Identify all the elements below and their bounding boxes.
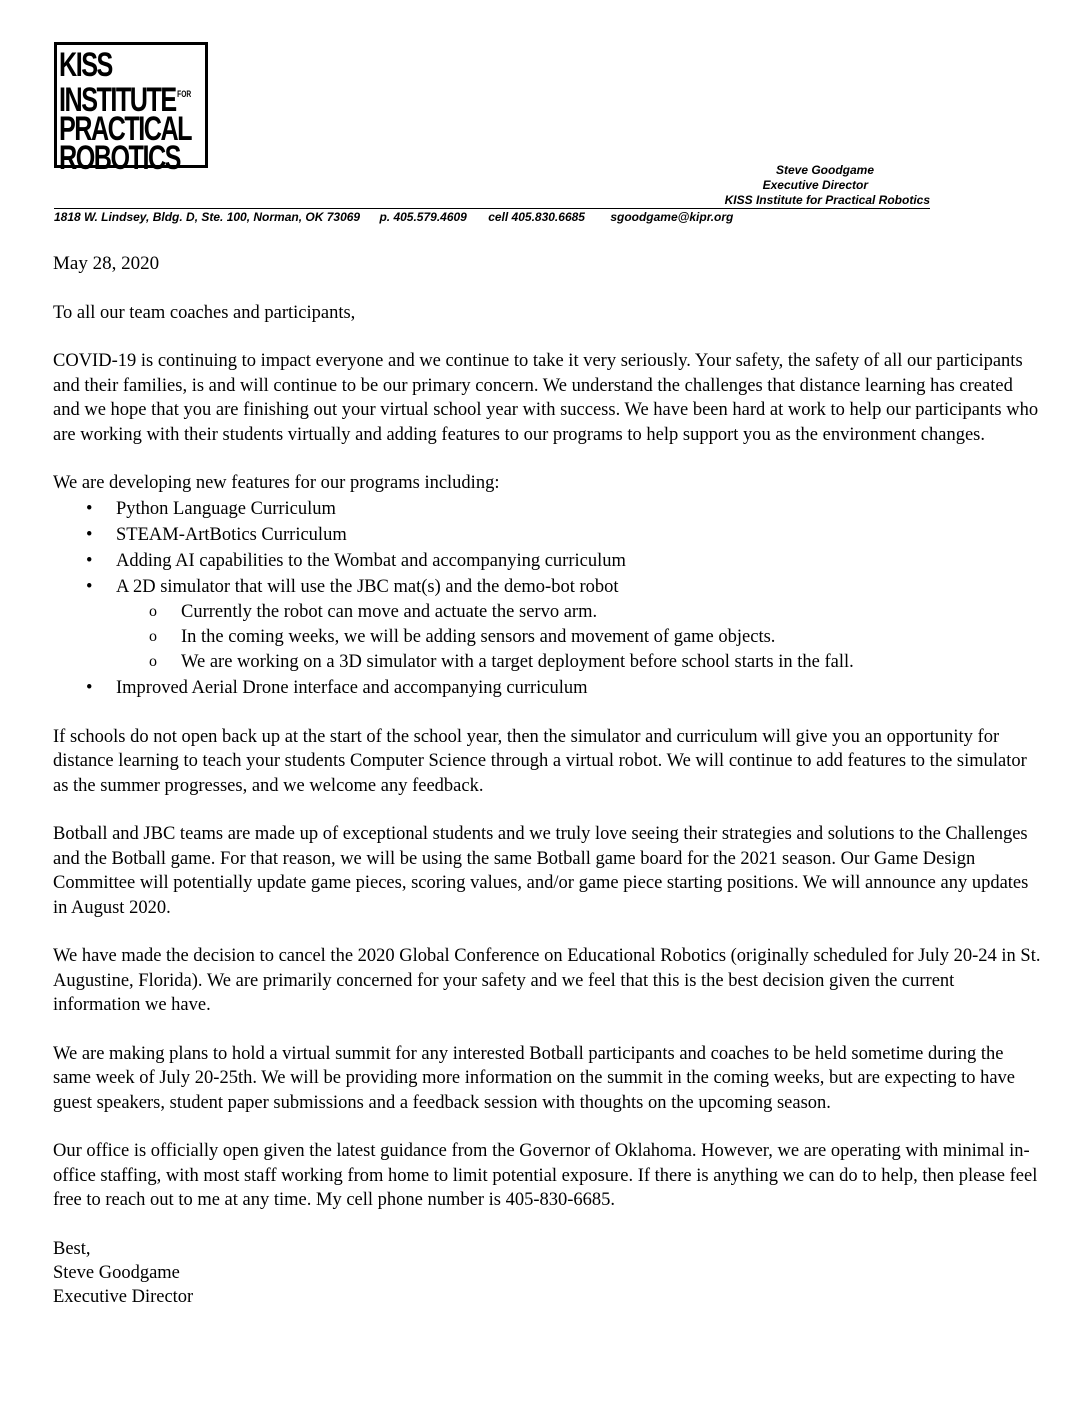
letterhead-signer	[680, 163, 930, 209]
logo-line-practical: PRACTICAL	[59, 110, 192, 148]
logo-line-robotics: ROBOTICS	[59, 139, 180, 177]
letterhead-contact-line	[54, 210, 854, 225]
closing-name: Steve Goodgame	[53, 1262, 180, 1283]
sub-list-item: o We are working on a 3D simulator with a target deployment before school starts in the fall.	[53, 650, 1043, 675]
email: sgoodgame@kipr.org	[610, 210, 734, 224]
list-item: • STEAM-ArtBotics Curriculum	[53, 522, 1043, 548]
logo-line-institute: $INSTITUTE^{FOR}$	[59, 81, 192, 119]
closing: Best,	[53, 1238, 91, 1259]
signer-title: Executive Director	[762, 178, 868, 192]
closing-title: Executive Director	[53, 1286, 194, 1307]
list-item: • Adding AI capabilities to the Wombat and accompanying curriculum	[53, 548, 1043, 574]
letterhead-rule	[54, 208, 680, 209]
phone: p. 405.579.4609	[379, 210, 467, 224]
logo-for: FOR	[177, 89, 192, 99]
paragraph-summit: We are making plans to hold a virtual summit for any interested Botball participants and coaches to be held sometime during the same week of July 20-25th. We will be providing more information on the summit in the coming weeks, but are expecting to have guest speakers, student paper submissions and a feedback session with thoughts on the upcoming season.	[53, 1043, 1016, 1113]
signer-org: KISS Institute for Practical Robotics	[680, 193, 930, 209]
paragraph-covid: COVID-19 is continuing to impact everyone and we continue to take it very seriously. Your safety, the safety of all our participants and their families, is and will continue to be our primary concern. We understand the challenges that distance learning has created and we hope that you are finishing out your virtual school year with success. We have been hard at work to help our participants who are working with their students virtually and adding features to our programs to help support you as the environment changes.	[53, 351, 1039, 445]
letter-body	[53, 252, 1043, 1309]
simulator-sublist	[116, 600, 1043, 675]
logo-line-kiss: KISS	[59, 46, 112, 84]
cell-phone: cell 405.830.6685	[488, 210, 585, 224]
paragraph-conference: We have made the decision to cancel the 2020 Global Conference on Educational Robotics (originally scheduled for July 20-24 in St. Augustine, Florida). We are primarily concerned for your safety and we feel that this is the best decision given the current information we have.	[53, 946, 1041, 1015]
list-item: • Python Language Curriculum	[53, 496, 1043, 522]
sub-list-item: o In the coming weeks, we will be adding sensors and movement of game objects.	[53, 625, 1043, 650]
sub-list-item: o Currently the robot can move and actuate the servo arm.	[53, 600, 1043, 625]
list-item: • Improved Aerial Drone interface and accompanying curriculum	[53, 675, 1043, 701]
salutation: To all our team coaches and participants,	[53, 302, 356, 323]
features-list	[53, 496, 1043, 701]
closing-block	[53, 1237, 1043, 1309]
paragraph-office: Our office is officially open given the latest guidance from the Governor of Oklahoma. However, we are operating with minimal in-office staffing, with most staff working from home to limit potential exposure. If there is anything we can do to help, then please feel free to reach out to me at any time. My cell phone number is 405-830-6685.	[53, 1141, 1038, 1210]
paragraph-simulator: If schools do not open back up at the start of the school year, then the simulator and curriculum will give you an opportunity for distance learning to teach your students Computer Science through a virtual robot. We will continue to add features to the simulator as the summer progresses, and we welcome any feedback.	[53, 726, 1027, 796]
address: 1818 W. Lindsey, Bldg. D, Ste. 100, Norman, OK 73069	[54, 210, 361, 224]
signer-name: Steve Goodgame	[775, 163, 874, 177]
list-item-simulator: • A 2D simulator that will use the JBC mat(s) and the demo-bot robot o Currently the robot can move and actuate the servo arm. o In the coming weeks, we will be adding sensors and movement of game objects. o We are working on a 3D simulator with a target deployment before school starts in the fall.	[53, 574, 1043, 675]
kipr-logo	[54, 42, 208, 177]
paragraph-game-board: Botball and JBC teams are made up of exceptional students and we truly love seeing their strategies and solutions to the Challenges and the Botball game. For that reason, we will be using the same Botball game board for the 2021 season. Our Game Design Committee will potentially update game pieces, scoring values, and/or game piece starting positions. We will announce any updates in August 2020.	[53, 824, 1029, 918]
features-intro: We are developing new features for our programs including:	[53, 473, 500, 493]
letter-date: May 28, 2020	[53, 253, 160, 274]
